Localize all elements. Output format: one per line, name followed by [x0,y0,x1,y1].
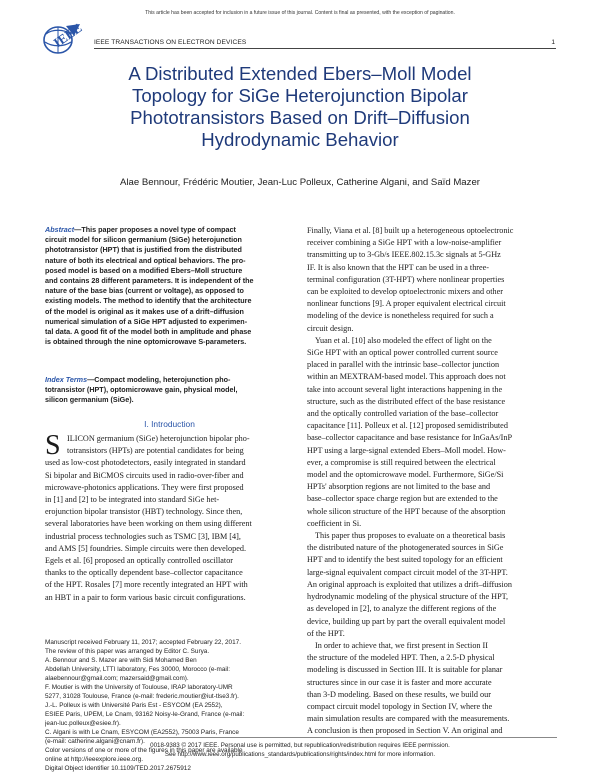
title-line: Phototransistors Based on Drift–Diffusion [130,107,470,128]
logo-lettering: IEEE [50,20,84,51]
body-line: compact circuit model topology in Section IV, where the [307,701,493,711]
abstract-line: circuit model for silicon germanium (SiGe) heterojunction [45,235,242,245]
body-line: erojunction bipolar transistor (HBT) technology. Since then, [45,507,243,517]
footnote-line: F. Moutier is with the University of Toulouse, IRAP laboratory-UMR [45,684,233,691]
body-line: hydrodynamic modeling of the physical structure of the HPT, [307,592,509,602]
abstract-line: and contains 28 different parameters. It is independent of the [45,276,254,286]
section-heading: I. Introduction [144,419,195,429]
abstract-line: nature of both its electrical and optical behaviors. The pro- [45,255,246,265]
index-terms-label: Index Terms [45,375,88,384]
footnote-line: jean-luc.polleux@esiee.fr). [45,720,121,727]
body-line: in [1] and [2] to be integrated into standard SiGe het- [45,495,220,505]
footnote-line: 5277, 31028 Toulouse, France (e-mail: frederic.moutier@iut-tlse3.fr). [45,693,239,700]
abstract-line: tal data. A good fit of the model both in amplitude and phase [45,327,252,337]
index-terms [45,375,294,406]
body-line: device, building up part by part the overall equivalent model [307,616,506,626]
title-line: Hydrodynamic Behavior [201,129,399,150]
body-line: of the HPT. Rosales [7] more recently integrated an HPT with [45,580,248,590]
body-line: circuit design. [307,323,354,333]
index-terms-line: totransistor (HPT), optomicrowave gain, physical model, [45,385,238,395]
copyright-line: 0018-9383 © 2017 IEEE. Personal use is permitted, but republication/redistribution requires IEEE permission. [150,742,450,749]
footnote-line: online at http://ieeexplore.ieee.org. [45,756,144,763]
drop-cap: S [45,430,61,461]
footnote-line: J.-L. Polleux is with Université Paris Est - ESYCOM (EA 2552), [45,702,223,709]
body-line: structures since in our case it is faster and more accurate [307,677,492,687]
header-rule [94,48,556,49]
body-line: Finally, Viana et al. [8] built up a heterogeneous optoelectronic [307,226,514,235]
body-line: base–collector capacitance and base resistance for InGaAs/InP [307,433,513,443]
abstract-line: phototransistor (HPT) that is justified from the distributed [45,245,242,255]
abstract-line: Abstract—This paper proposes a novel type of compact [45,225,236,234]
abstract-line: numerical simulation of a SiGe HPT adjusted to experimen- [45,316,248,326]
body-line: whole silicon structure of the HPT because of the absorption [307,506,506,516]
body-line: several laboratories have been working on them using different [45,519,252,529]
footnote-line: Manuscript received February 11, 2017; accepted February 22, 2017. [45,639,241,646]
body-line: HPT using a large-signal extended Ebers–Moll model. How- [307,445,506,455]
footnote-line: C. Algani is with Le Cnam, ESYCOM (EA2552), 75003 Paris, France [45,729,239,736]
title-line: A Distributed Extended Ebers–Moll Model [128,63,472,84]
body-line: This paper thus proposes to evaluate on a theoretical basis [315,531,506,541]
body-line: than 3-D modeling. Based on these results, we build our [307,689,491,699]
title-line: Topology for SiGe Heterojunction Bipolar [132,85,468,106]
body-line: used as low-cost photodetectors, easily integrated in standard [45,458,246,468]
author-list: Alae Bennour, Frédéric Moutier, Jean-Luc Polleux, Catherine Algani, and Saïd Mazer [120,177,480,188]
body-line: modeling of the device is nonetheless required for such a [307,311,494,321]
body-line: Si bipolar and BiCMOS circuits used in radio-over-fiber and [45,470,244,480]
introduction-paragraph [45,430,295,604]
body-line: ILICON germanium (SiGe) heterojunction bipolar pho- [67,434,250,443]
body-line: Yuan et al. [10] also modeled the effect of light on the [315,335,492,345]
body-line: take into account several light interactions happening in the [307,384,503,394]
ieee-logo [36,20,84,58]
body-line: SiGe HPT with an optical power controlled current source [307,348,498,358]
body-line: and the optically controlled variation of the base–collector [307,409,499,419]
body-line: the distributed nature of the photogenerated sources in SiGe [307,543,504,553]
body-line: capacitance [11]. Polleux et al. [12] proposed semidistributed [307,421,508,431]
body-line: In order to achieve that, we first present in Section II [315,640,489,650]
page-number: 1 [551,39,555,46]
body-line: A conclusion is then proposed in Section V. An original and [307,726,503,736]
body-line: within an MEXTRAM-based model. This approach does not [307,372,506,382]
footnote-line: alaebennour@gmail.com; mazersaid@gmail.com). [45,675,189,682]
copyright-line: See http://www.ieee.org/publications_standards/publications/rights/index.html for more information. [164,750,436,758]
footnote-line: ESIEE Paris, UPEM, Le Cnam, 93162 Noisy-le-Grand, France (e-mail: [45,711,245,718]
acceptance-note: This article has been accepted for inclusion in a future issue of this journal. Content is final as presented, with the exception of pagination. [145,10,455,16]
body-line: base–collector space charge region but are extended to the [307,494,498,504]
footnote-line: (e-mail: catherine.algani@cnam.fr). [45,738,145,745]
body-line: structure, such as the distributed effect of the base resistance [307,396,506,406]
footnote-line: Abdellah University, LTTI laboratory, Fes 30000, Morocco (e-mail: [45,666,231,673]
abstract-line: posed model is based on a modified Ebers–Moll structure [45,265,243,275]
body-line: the structure of the modeled HPT. Then, a 2.5-D physical [307,653,495,663]
footnote-line: The review of this paper was arranged by Editor C. Surya. [45,648,210,655]
abstract-line: existing models. The method to identify that the architecture [45,296,252,306]
body-line: microwave-photonics applications. They were first proposed [45,482,244,492]
body-line: as developed in [2], to analyze the different regions of the [307,604,497,614]
body-line: transmitting up to 3-Gb/s IEEE.802.15.3c signals at 5-GHz [307,250,501,260]
body-line: IF. It is also known that the HPT can be used in a three- [307,262,490,272]
abstract [45,225,294,347]
footnote-line: Color versions of one or more of the figures in this paper are available [45,747,243,754]
body-line: An original approach is exploited that utilizes a drift–diffusion [307,579,512,589]
index-terms-line: silicon germanium (SiGe). [45,395,134,405]
body-line: ever, a compromise is still required between the electrical [307,457,496,467]
body-line: nonlinear functions [9]. A proper equivalent electrical circuit [307,299,506,309]
body-line: can be exploited to develop optoelectronic mixers and other [307,287,503,297]
body-line: totransistors (HPTs) are potential candidates for being [67,446,244,456]
index-terms-line: Index Terms—Compact modeling, heterojunction pho- [45,375,231,384]
abstract-line: is obtained through the nine optomicrowave S-parameters. [45,337,247,347]
body-line: and AMS [5] foundries. Simple circuits were then developed. [45,543,247,553]
right-column [307,225,557,738]
body-line: model and the optomicrowave model. Furthermore, SiGe/Si [307,470,504,480]
body-line: placed in parallel with the intrinsic base–collector junction [307,360,500,370]
body-line: HPT and to identify the best suited topology for an efficient [307,555,503,565]
body-line: modeling is discussed in Section III. It is suitable for planar [307,665,503,675]
body-line: terminal configuration (3T-HPT) where nonlinear properties [307,274,505,284]
footnote-line: A. Bennour and S. Mazer are with Sidi Mohamed Ben [45,657,197,664]
footer-rule [45,737,557,738]
journal-name: IEEE TRANSACTIONS ON ELECTRON DEVICES [94,39,247,46]
abstract-line: nature of the base bias (current or voltage), as opposed to [45,286,244,296]
body-line: industrial process technologies such as TSMC [3], IBM [4], [45,531,241,541]
body-line: Egels et al. [6] proposed an optically controlled oscillator [45,556,234,566]
body-line: main simulation results are compared with the measurements. [307,714,510,724]
body-line: an HBT in a pair to form various basic circuit configurations. [45,592,246,602]
body-line: receiver combining a SiGe HPT with a low-noise-amplifier [307,238,502,248]
copyright-notice [0,742,600,759]
paper-title [40,63,560,151]
body-line: large-signal equivalent compact circuit model of the 3T-HPT. [307,567,508,577]
footnote-line: Digital Object Identifier 10.1109/TED.2017.2675912 [45,765,191,772]
abstract-label: Abstract [45,225,75,234]
abstract-line: of the model is original as it makes use of a drift–diffusion [45,306,244,316]
body-line: coefficient in Si. [307,518,362,528]
body-line: thanks to the optically dependent base–collector capacitance [45,568,243,578]
body-line: HPTs' absorption regions are not limited to the base and [307,482,491,492]
body-line: of the HPT. [307,628,345,638]
